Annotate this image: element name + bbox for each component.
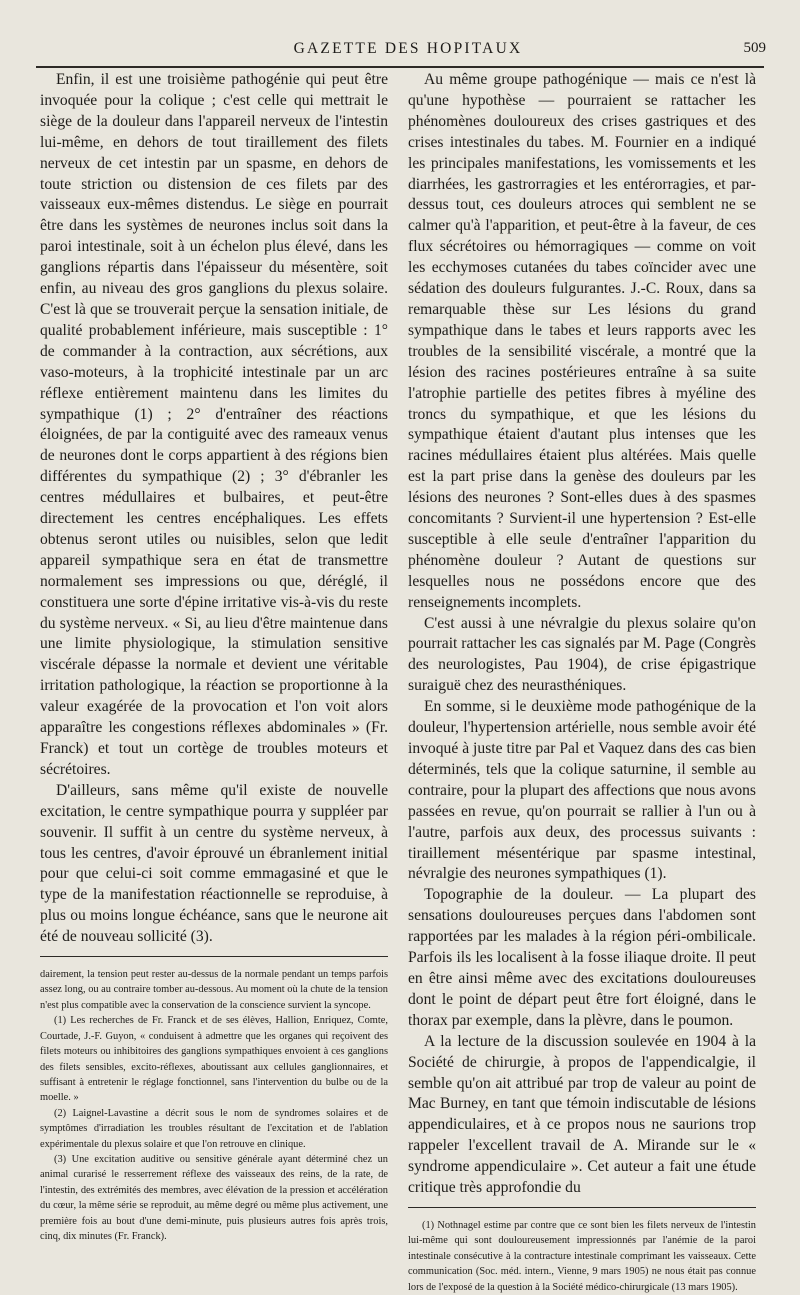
page-number: 509: [743, 40, 766, 56]
footnotes: [408, 1207, 756, 1295]
running-header: [28, 40, 788, 58]
header-rule: [36, 66, 764, 68]
paragraph: A la lecture de la discussion soulevée en 1904 à la Société de chirurgie, à propos de l'appendicalgie, il semble qu'on ait attribué par trop de valeur au point de Mac Burney, en tant que témoin indiscutable de lésions appendiculaires, et à ce propos nous ne saurions trop rappeler l'excellent travail de A. Mirande sur le « syndrome appendiculaire ». Cet auteur a fait une étude critique très approfondie du: [408, 1032, 756, 1197]
footnotes: [40, 956, 388, 1244]
journal-title: GAZETTE DES HOPITAUX: [293, 40, 523, 57]
footnote: (1) Les recherches de Fr. Franck et de ses élèves, Hallion, Enriquez, Comte, Courtade, J.-F. Guyon, « conduisent à admettre que les organes qui reçoivent des filets moteurs ou inhibitoires des ganglions sympathiques envoient à ces ganglions des filets sensibles, excito-réflexes, aboutissant aux cellules ganglionnaires, et suffisant à entretenir le réglage fonctionnel, sans l'intervention du bulbe ou de la moelle. »: [40, 1015, 388, 1104]
right-column: [408, 70, 756, 1295]
paragraph: En somme, si le deuxième mode pathogénique de la douleur, l'hypertension artérielle, nous semble avoir été invoqué à juste titre par Pal et Vaquez dans des cas bien déterminés, tels que la colique saturnine, il semble au contraire, pour la plupart des affections que nous avons passées en revue, qu'on pourrait se rallier à l'un ou à l'autre, parfois aux deux, des processus suivants : tiraillement mésentérique par spasme intestinal, névralgie des neurones sympathiques (1).: [408, 698, 756, 883]
paragraph: Topographie de la douleur. — La plupart des sensations douloureuses perçues dans l'abdomen sont rapportées par les malades à la région péri-ombilicale. Parfois ils les localisent à la fosse iliaque droite. Il peut en être ainsi même avec des excitations douloureuses dont le point de départ peut être fort éloigné, dans le thorax par exemple, dans la plèvre, dans le poumon.: [408, 886, 756, 1029]
left-column: [40, 70, 388, 1244]
paragraph: Au même groupe pathogénique — mais ce n'est là qu'une hypothèse — pourraient se rattacher les phénomènes douloureux des crises gastriques et des crises intestinales du tabes. M. Fournier en a indiqué les principales manifestations, les vomissements et les diarrhées, les gastrorragies et les entérorragies, et par-dessus tout, ces douleurs atroces qui semblent ne se calmer qu'à l'apparition, et peut-être à la faveur, de ces flux sécrétoires ou hémorragiques — comme on voit les ecchymoses cutanées du tabes coïncider avec une sédation des douleurs fulgurantes. J.-C. Roux, dans sa remarquable thèse sur Les lésions du grand sympathique dans le tabes et leurs rapports avec les troubles de la sensibilité viscérale, a montré que la lésion des racines postérieures entraîne à sa suite l'atrophie partielle des petites fibres à myéline des troncs du sympathique, et que les lésions du sympathique étaient d'autant plus intenses que les racines médullaires étaient plus altérées. Mais quelle est la part prise dans la genèse des douleurs par les lésions des neurones ? Sont-elles dues à des spasmes concomitants ? Survient-il une hypertension ? Est-elle susceptible à elle seule d'entraîner l'apparition du phénomène douleur ? Autant de questions sur lesquelles nous ne possédons encore que des renseignements incomplets.: [408, 71, 756, 611]
paragraph: D'ailleurs, sans même qu'il existe de nouvelle excitation, le centre sympathique pourra y suppléer par souvenir. Il suffit à un centre du système nerveux, à tous les centres, d'avoir éprouvé un ébranlement initial pour que celui-ci soit comme emmagasiné et que le type de la manifestation réactionnelle se reproduise, à plus ou moins longue échéance, sans que le neurone ait été de nouveau sollicité (3).: [40, 781, 388, 946]
paragraph: C'est aussi à une névralgie du plexus solaire qu'on pourrait rattacher les cas signalés par M. Page (Congrès des neurologistes, Pau 1904), de crise épigastrique suraiguë chez des neurasthéniques.: [408, 614, 756, 695]
footnote: dairement, la tension peut rester au-dessus de la normale pendant un temps parfois assez long, ou au contraire tomber au-dessous. Au moment où la chute de la tension n'est plus compatible avec la conservation de la conscience survient la syncope.: [40, 969, 388, 1011]
footnote: (3) Une excitation auditive ou sensitive générale ayant déterminé chez un animal curarisé le resserrement réflexe des vaisseaux des reins, de la rate, de l'intestin, des extrémités des membres, avec élévation de la pression et accélération du cœur, la même série se reproduit, au même degré ou même plus activement, une première fois au bout d'une demi-minute, puis plusieurs autres fois après trois, cinq, dix minutes (Fr. Franck).: [40, 1153, 388, 1242]
footnote: (2) Laignel-Lavastine a décrit sous le nom de syndromes solaires et de symptômes d'irradiation les troubles résultant de l'excitation et de l'ablation expérimentale du plexus solaire et que l'on retrouve en clinique.: [40, 1107, 388, 1150]
paragraph: Enfin, il est une troisième pathogénie qui peut être invoquée pour la colique ; c'est celle qui mettrait le siège de la douleur dans l'appareil nerveux de l'intestin lui-même, en dehors de tout tiraillement des filets nerveux de cet intestin par un spasme, en dehors de toute striction ou distension de ces filets par des vaisseaux eux-mêmes distendus. Le siège en pourrait être dans les systèmes de neurones inclus soit dans la paroi intestinale, soit à un échelon plus élevé, dans les ganglions répartis dans l'épaisseur du mésentère, soit enfin, au niveau des gros ganglions du plexus solaire. C'est là que se trouverait perçue la sensation initiale, de qualité probablement inférieure, mais susceptible : 1° de commander à la contraction, aux sécrétions, aux vaso-moteurs, à la trophicité intestinale par un arc réflexe entièrement maintenu dans les limites du sympathique (1) ; 2° d'entraîner des réactions éloignées, de par la contiguité avec des rameaux venus de neurones dont le corps appartient à des régions bien différentes du sympathique (2) ; 3° d'ébranler les centres médullaires et bulbaires, et peut-être directement les centres encéphaliques. Les effets obtenus seront utiles ou nuisibles, selon que ledit appareil sympathique sera en état de transmettre normalement ses impressions ou que, déréglé, il constituera une sorte d'épine irritative vis-à-vis du reste du système nerveux. « Si, au lieu d'être maintenue dans une limite physiologique, la stimulation sensitive viscérale dépasse la normale et devient une véritable irritation pathologique, la réaction se proportionne à la valeur exagérée de la provocation et l'on voit alors apparaître les congestions réflexes abdominales » (Fr. Franck) et tout un cortège de troubles moteurs et sécrétoires.: [40, 71, 388, 778]
footnote: (1) Nothnagel estime par contre que ce sont bien les filets nerveux de l'intestin lui-même qui sont douloureusement impressionnés par l'anémie de la paroi intestinale consécutive à la contracture intestinale comprimant les vaisseaux. Cette communication (Soc. méd. intern., Vienne, 9 mars 1905) ne nous était pas connue lors de l'exposé de la question à la Société médico-chirurgicale (13 mars 1905).: [408, 1219, 756, 1293]
